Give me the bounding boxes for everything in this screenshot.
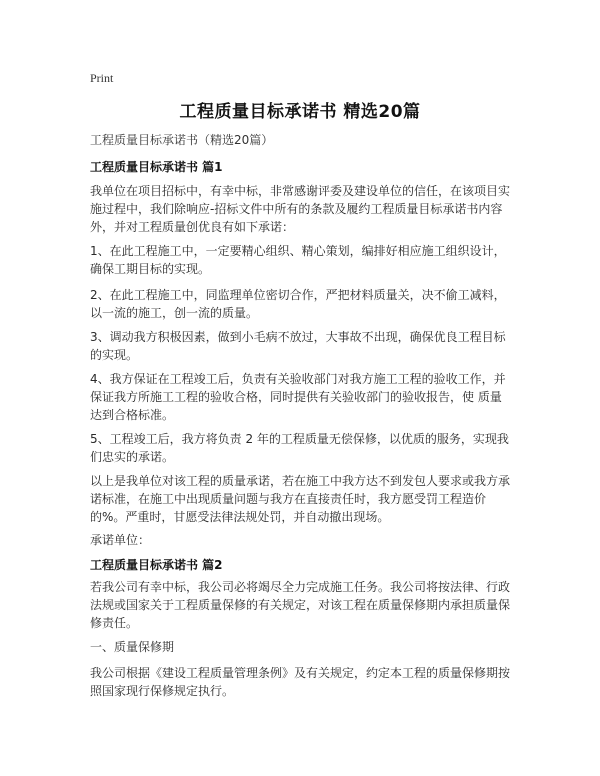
section-2-intro: 若我公司有幸中标，我公司必将竭尽全力完成施工任务。我公司将按法律、行政法规或国家关于工程质量保修的有关规定，对该工程在质量保修期内承担质量保修责任。 — [90, 580, 511, 630]
page-title: 工程质量目标承诺书 精选20篇 — [179, 102, 421, 122]
section-2-heading: 工程质量目标承诺书 篇2 — [90, 558, 223, 572]
print-label: Print — [90, 71, 114, 85]
section-1-item-2: 2、在此工程施工中，同监理单位密切合作，严把材料质量关，决不偷工减料，以一流的施工，创一流的质量。 — [90, 288, 506, 320]
section-1-intro: 我单位在项目招标中，有幸中标，非常感谢评委及建设单位的信任，在该项目实施过程中，我们除响应-招标文件中所有的条款及履约工程质量目标承诺书内容外，并对工程质量创优良有如下承诺： — [90, 184, 511, 234]
section-1-item-1: 1、在此工程施工中，一定要精心组织、精心策划，编排好相应施工组织设计，确保工期目标的实现。 — [90, 244, 506, 276]
section-1-item-3: 3、调动我方积极因素，做到小毛病不放过，大事故不出现，确保优良工程目标的实现。 — [90, 330, 506, 362]
section-2-paragraph: 我公司根据《建设工程质量管理条例》及有关规定，约定本工程的质量保修期按照国家现行保修规定执行。 — [90, 666, 511, 698]
section-1-heading: 工程质量目标承诺书 篇1 — [90, 160, 223, 174]
section-1-signature: 承诺单位： — [90, 533, 151, 547]
section-2-subheading: 一、质量保修期 — [90, 640, 175, 654]
section-1-closing: 以上是我单位对该工程的质量承诺，若在施工中我方达不到发包人要求或我方承诺标准，在施工中出现质量问题与我方在直接责任时，我方愿受罚工程造价的%。严重时，甘愿受法律法规处罚，并自动撤出现场。 — [90, 474, 511, 524]
section-1-item-5: 5、工程竣工后，我方将负责 2 年的工程质量无偿保修，以优质的服务，实现我们忠实的承诺。 — [90, 432, 509, 464]
document-subtitle: 工程质量目标承诺书（精选20篇） — [90, 133, 274, 147]
section-1-item-4: 4、我方保证在工程竣工后，负责有关验收部门对我方施工工程的验收工作，并保证我方所施工工程的验收合格，同时提供有关验收部门的验收报告，使 质量达到合格标准。 — [90, 372, 506, 422]
